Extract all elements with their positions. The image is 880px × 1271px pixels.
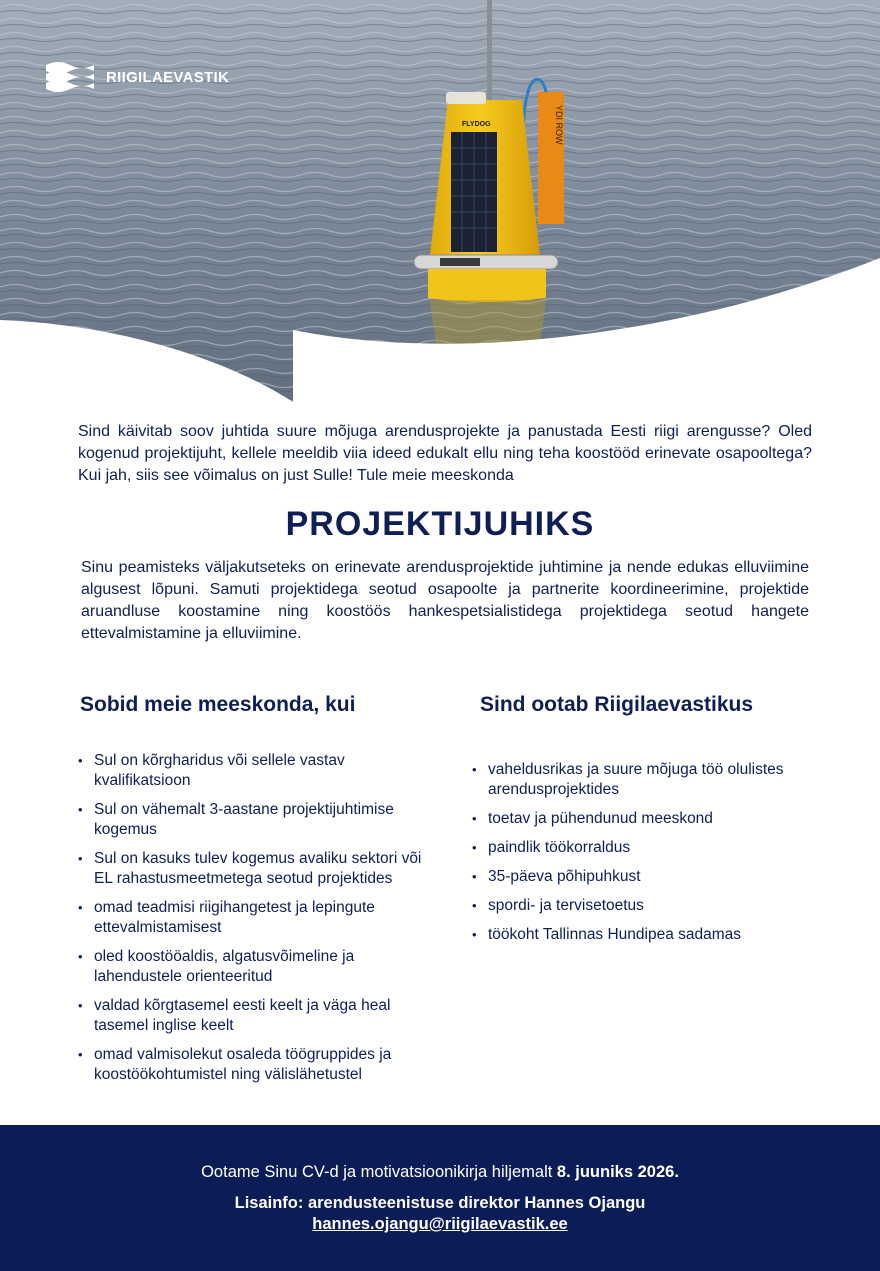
challenge-paragraph: Sinu peamisteks väljakutseteks on erinevate arendusprojektide juhtimine ja nende edukas elluviimine algusest lõpuni. Samuti projektidega seotud osapoolte ja partnerite koordineerimine, projektide aruandluse koostamine ning koostöös hankespetsialistidega projektidega seotud hangete ettevalmistamine ja elluviimine.: [81, 559, 809, 642]
footer: [0, 1125, 880, 1271]
buoy-brand-label: FLYDOG: [462, 121, 491, 128]
riigilaevastik-logo: [44, 60, 229, 94]
hero-image: [0, 0, 880, 410]
list-item: • omad valmisolekut osaleda töögruppides ja koostöökohtumistel ning välislähetustel: [78, 1045, 438, 1085]
list-item: • vaheldusrikas ja suure mõjuga töö olulistes arendusprojektides: [472, 760, 832, 800]
intro-paragraph: Sind käivitab soov juhtida suure mõjuga arendusprojekte ja panustada Eesti riigi arengusse? Oled kogenud projektijuht, kellele meeldib viia ideed edukalt ellu ning teha koostööd erinevate osapooltega? Kui jah, siis see võimalus on just Sulle! Tule meie meeskonda: [78, 423, 812, 484]
contact-email-row: [0, 1215, 880, 1234]
benefits-title: Sind ootab Riigilaevastikus: [480, 693, 754, 716]
list-item: • töökoht Tallinnas Hundipea sadamas: [472, 925, 832, 945]
list-item: • omad teadmisi riigihangetest ja lepingute ettevalmistamisest: [78, 898, 438, 938]
benefits-list: [472, 760, 832, 954]
contact-email-link[interactable]: hannes.ojangu@riigilaevastik.ee: [312, 1215, 568, 1233]
list-item: • Sul on kõrgharidus või sellele vastav kvalifikatsioon: [78, 751, 438, 791]
waves-logo-icon: [44, 60, 96, 94]
deadline-date: 8. juuniks 2026.: [556, 1163, 679, 1181]
contact-info: Lisainfo: arendusteenistuse direktor Hannes Ojangu: [234, 1194, 646, 1212]
requirements-title: Sobid meie meeskonda, kui: [80, 693, 356, 716]
logo-text: RIIGILAEVASTIK: [106, 68, 230, 86]
page-title: PROJEKTIJUHIKS: [285, 505, 595, 543]
requirements-list: [78, 751, 438, 1094]
deadline-text: [0, 1163, 880, 1182]
list-item: • paindlik töökorraldus: [472, 838, 832, 858]
list-item: • spordi- ja tervisetoetus: [472, 896, 832, 916]
list-item: • oled koostööaldis, algatusvõimeline ja lahendustele orienteeritud: [78, 947, 438, 987]
list-item: • Sul on vähemalt 3-aastane projektijuhtimise kogemus: [78, 800, 438, 840]
list-item: • toetav ja pühendunud meeskond: [472, 809, 832, 829]
list-item: • 35-päeva põhipuhkust: [472, 867, 832, 887]
list-item: • valdad kõrgtasemel eesti keelt ja väga heal tasemel inglise keelt: [78, 996, 438, 1036]
list-item: • Sul on kasuks tulev kogemus avaliku sektori või EL rahastusmeetmetega seotud projektides: [78, 849, 438, 889]
deadline-prefix: Ootame Sinu CV-d ja motivatsioonikirja hiljemalt: [201, 1163, 557, 1181]
sensor-label: YDI ROW: [554, 105, 564, 145]
